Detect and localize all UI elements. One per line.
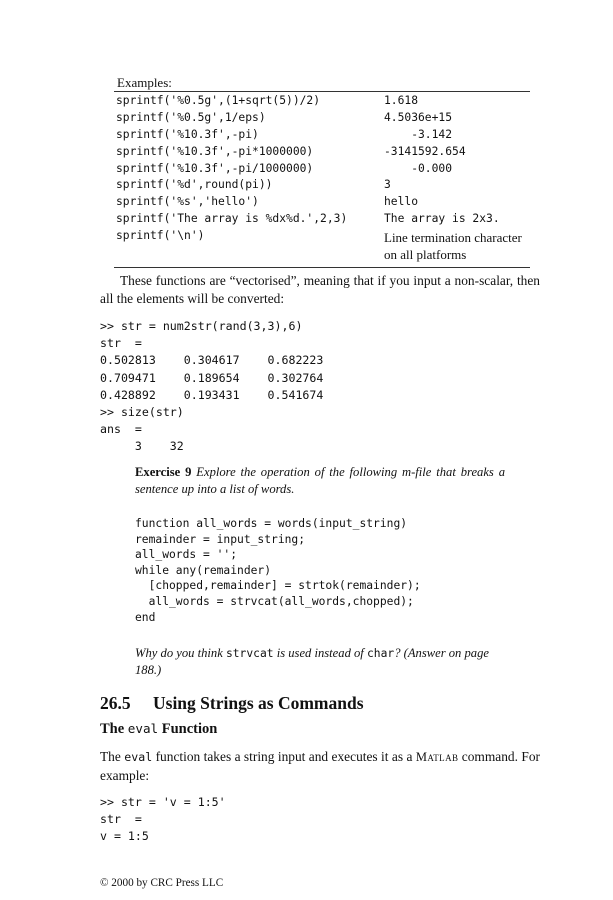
question-part-2: is used instead of: [276, 646, 364, 660]
example-result: -3.142: [384, 127, 453, 141]
example-row: [114, 178, 530, 195]
para-eval-matlab: Matlab: [415, 750, 459, 764]
code-block-words: function all_words = words(input_string) remainder = input_string; all_words = ''; while any(remainder) [chopped,remainder] = strtok(remainder); all_words = strvcat(all_words,chopped); end: [135, 517, 421, 624]
question-code-strvcat: strvcat: [225, 647, 274, 660]
subsection-code: eval: [127, 721, 159, 736]
example-code: sprintf('\n'): [116, 229, 205, 243]
example-code: sprintf('%10.3f',-pi*1000000): [116, 144, 314, 158]
para-eval-part-3: command. For example:: [100, 749, 540, 783]
example-result: 4.5036e+15: [384, 110, 453, 124]
example-result: Line termination character on all platforms: [384, 230, 522, 263]
code-block-eval: >> str = 'v = 1:5' str = v = 1:5: [100, 795, 226, 844]
example-row: [114, 94, 530, 111]
example-code: sprintf('%10.3f',-pi/1000000): [116, 161, 314, 175]
subsection-prefix: The: [100, 721, 125, 737]
question-code-char: char: [366, 647, 395, 660]
example-code: sprintf('%d',round(pi)): [116, 178, 273, 192]
exercise-question: [135, 645, 505, 679]
exercise-text: Explore the operation of the following m-file that breaks a sentence up into a list of words.: [135, 465, 505, 496]
question-part-1: Why do you think: [135, 646, 223, 660]
example-code: sprintf('The array is %dx%d.',2,3): [116, 212, 348, 226]
example-result: 1.618: [384, 94, 419, 107]
examples-table: [114, 91, 530, 268]
examples-label: Examples:: [117, 75, 172, 90]
example-row: [114, 145, 530, 162]
example-result: -3141592.654: [384, 144, 466, 158]
example-result: hello: [384, 195, 419, 209]
section-number: 26.5: [100, 693, 131, 713]
paragraph-vectorised: These functions are “vectorised”, meaning that if you input a non-scalar, then all the elements will be converted:: [100, 273, 540, 306]
example-row: [114, 229, 530, 265]
exercise-label: Exercise 9: [135, 465, 192, 479]
subsection-suffix: Function: [161, 721, 218, 737]
example-result: 3: [384, 178, 391, 192]
para-eval-part-2: function takes a string input and executes it as a: [155, 749, 413, 764]
example-row: [114, 195, 530, 212]
example-result: -0.000: [384, 161, 453, 175]
example-code: sprintf('%10.3f',-pi): [116, 127, 259, 141]
example-row: [114, 111, 530, 128]
code-block-num2str: >> str = num2str(rand(3,3),6) str = 0.502813 0.304617 0.682223 0.709471 0.189654 0.302764 0.428892 0.193431 0.541674 >> size(str) ans = 3 32: [100, 319, 324, 454]
section-title: Using Strings as Commands: [153, 693, 364, 713]
para-eval-part-1: The: [100, 749, 121, 764]
example-code: sprintf('%0.5g',1/eps): [116, 110, 266, 124]
example-result: The array is 2x3.: [384, 212, 500, 226]
example-row: [114, 162, 530, 179]
example-code: sprintf('%0.5g',(1+sqrt(5))/2): [116, 94, 321, 107]
exercise-block: [135, 464, 505, 498]
copyright-footer: © 2000 by CRC Press LLC: [100, 877, 224, 889]
example-code: sprintf('%s','hello'): [116, 195, 259, 209]
paragraph-eval: [100, 748, 540, 784]
subsection-heading: [100, 721, 217, 738]
example-row: [114, 128, 530, 145]
para-eval-code: eval: [124, 750, 153, 764]
question-part-3: ? (Answer on page 188.): [135, 646, 489, 677]
example-row: [114, 212, 530, 229]
section-heading: [100, 693, 364, 714]
